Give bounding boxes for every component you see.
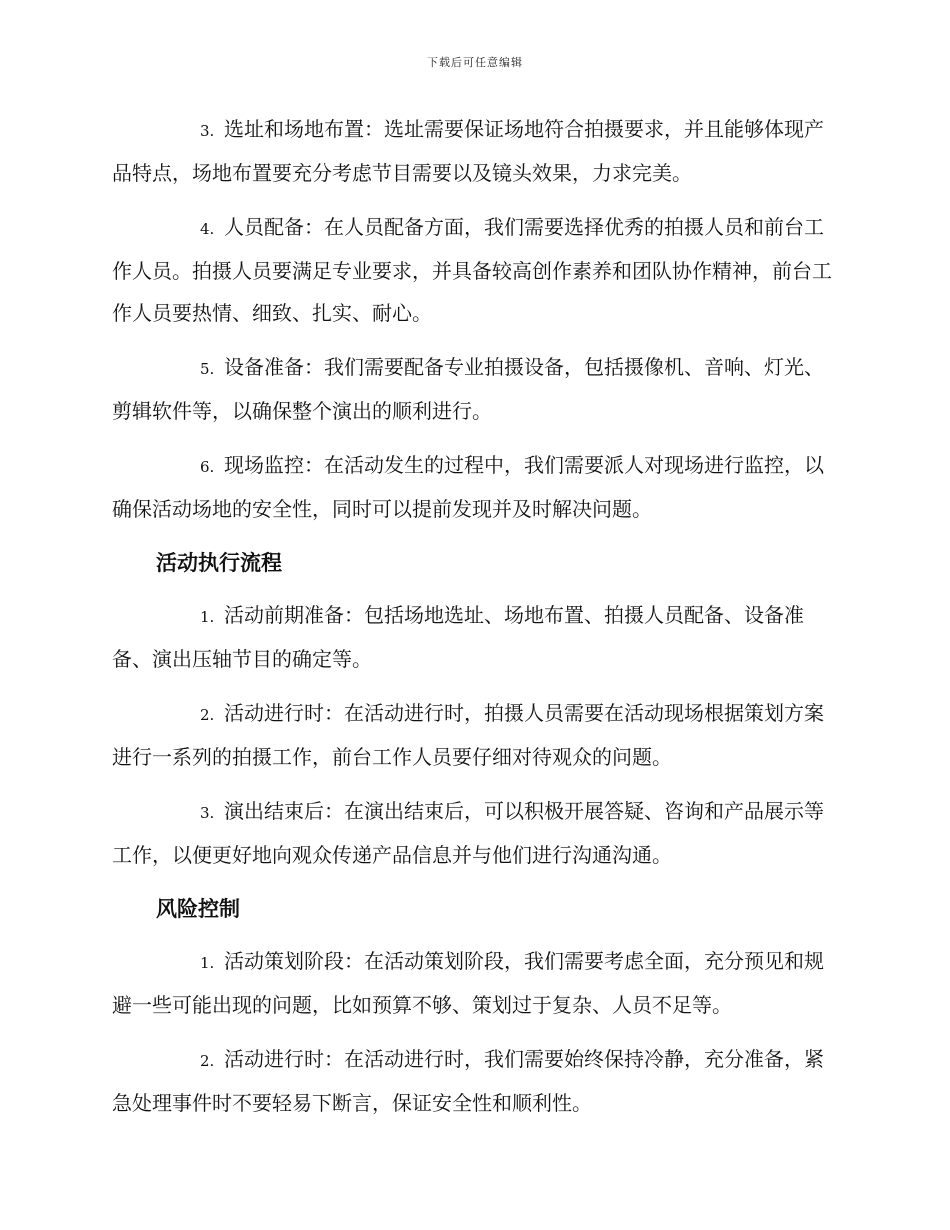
list-text: 现场监控：在活动发生的过程中，我们需要派人对现场进行监控，以确保活动场地的安全性，同时可以提前发现并及时解决问题。: [112, 453, 824, 521]
list-text: 选址和场地布置：选址需要保证场地符合拍摄要求，并且能够体现产品特点，场地布置要充分考虑节目需要以及镜头效果，力求完美。: [112, 117, 824, 185]
list-item: [112, 940, 838, 1026]
list-item: [112, 692, 838, 778]
list-text: 演出结束后：在演出结束后，可以积极开展答疑、咨询和产品展示等工作，以便更好地向观众传递产品信息并与他们进行沟通沟通。: [112, 799, 824, 867]
list-text: 活动进行时：在活动进行时，拍摄人员需要在活动现场根据策划方案进行一系列的拍摄工作，前台工作人员要仔细对待观众的问题。: [112, 701, 824, 769]
list-item: [112, 206, 838, 334]
list-number: 3.: [200, 804, 215, 822]
list-item: [112, 346, 838, 432]
list-number: 2.: [200, 706, 215, 724]
section-heading-execution: 活动执行流程: [156, 550, 282, 575]
list-number: 2.: [200, 1052, 215, 1070]
document-body: [112, 108, 838, 1136]
section-heading-risk: 风险控制: [156, 896, 240, 921]
list-item: [112, 790, 838, 876]
list-item: [112, 594, 838, 680]
list-number: 1.: [200, 608, 215, 626]
list-number: 3.: [200, 122, 215, 140]
list-number: 1.: [200, 954, 215, 972]
list-text: 活动前期准备：包括场地选址、场地布置、拍摄人员配备、设备准备、演出压轴节目的确定等。: [112, 603, 804, 671]
list-item: [112, 444, 838, 530]
list-item: [112, 108, 838, 194]
list-text: 人员配备：在人员配备方面，我们需要选择优秀的拍摄人员和前台工作人员。拍摄人员要满足专业要求，并具备较高创作素养和团队协作精神，前台工作人员要热情、细致、扎实、耐心。: [112, 215, 832, 325]
header-note: 下载后可任意编辑: [427, 56, 523, 69]
list-text: 活动进行时：在活动进行时，我们需要始终保持冷静，充分准备，紧急处理事件时不要轻易下断言，保证安全性和顺利性。: [112, 1047, 824, 1115]
list-text: 活动策划阶段：在活动策划阶段，我们需要考虑全面，充分预见和规避一些可能出现的问题，比如预算不够、策划过于复杂、人员不足等。: [112, 949, 824, 1017]
list-item: [112, 1038, 838, 1124]
list-number: 5.: [200, 360, 215, 378]
list-number: 6.: [200, 458, 215, 476]
list-number: 4.: [200, 220, 215, 238]
list-text: 设备准备：我们需要配备专业拍摄设备，包括摄像机、音响、灯光、剪辑软件等，以确保整个演出的顺利进行。: [112, 355, 824, 423]
